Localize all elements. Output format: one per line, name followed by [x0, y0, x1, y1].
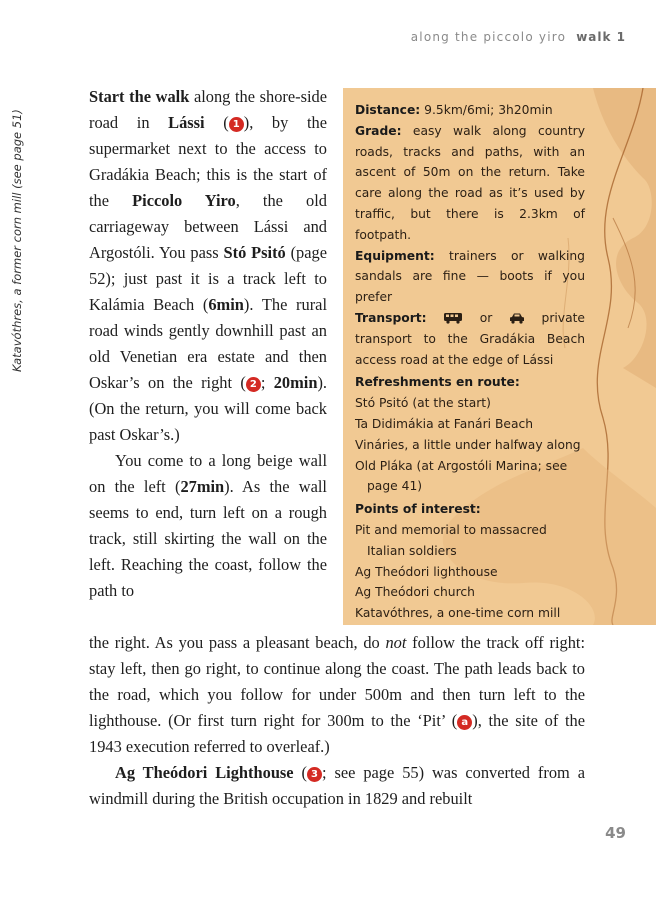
list-item: Stó Psitó (at the start)	[355, 396, 491, 411]
paragraph-lighthouse: Ag Theódori Lighthouse ( 3 ; see page 55) was converted from a windmill during the British occupation in 1829 and rebuilt	[89, 763, 585, 808]
walk-info-box	[343, 88, 656, 625]
paragraph-wall-continued: the right. As you pass a pleasant beach, do not follow the track off right: stay left, then go right, to continue along the coast. The path leads back to the road, which you follow for under 500m and then turn left to the lighthouse. (Or first turn right for 300m to the ‘Pit’ ( a ), the site of the 1943 execution referred to overleaf.)	[89, 633, 586, 756]
page-number: 49	[605, 824, 626, 842]
place-lassi: Lássi	[168, 113, 205, 132]
info-transport: Transport: or private transport to the Gradákia Beach access road at the edge of Lássi	[355, 310, 585, 367]
waypoint-marker-2: 2	[246, 377, 261, 392]
photo-caption: Katavóthres, a former corn mill (see page 51)	[10, 109, 24, 372]
list-item: Ag Theódori lighthouse	[355, 564, 498, 579]
place-piccolo-yiro: Piccolo Yiro	[132, 191, 236, 210]
grade-label: Grade:	[355, 123, 402, 138]
waypoint-marker-a: a	[457, 715, 472, 730]
start-heading: Start the walk	[89, 87, 190, 106]
paragraph-start: Start the walk along the shore-side road in Lássi ( 1 ), by the supermarket next to the access to Gradákia Beach; this is the start of the Piccolo Yiro, the old carriageway between Lássi and Argostóli. You pass Stó Psitó (page 52); just past it is a track left to Kalámia Beach (6min). The rural road winds gently downhill past an old Venetian era estate and then Oskar’s on the right ( 2 ; 20min). (On the return, you will come back past Oskar’s.)	[89, 87, 328, 444]
info-refreshments-heading: Refreshments en route:	[355, 375, 520, 390]
list-item: Ag Theódori church	[355, 585, 475, 600]
info-poi-heading: Points of interest:	[355, 502, 481, 517]
place-sto-psito: Stó Psitó	[223, 243, 286, 262]
transport-label: Transport:	[355, 310, 427, 325]
header-title: along the piccolo yiro	[410, 30, 567, 44]
time-6min: 6min	[208, 295, 244, 314]
equipment-label: Equipment:	[355, 248, 435, 263]
body-text-column	[89, 84, 327, 604]
waypoint-marker-1: 1	[229, 117, 244, 132]
body-text-full-width	[89, 630, 585, 812]
time-27min: 27min	[180, 477, 225, 496]
list-item: Old Pláka (at Argostóli Marina; see page 41)	[355, 458, 568, 494]
list-item	[355, 624, 585, 625]
time-20min: 20min	[273, 373, 318, 392]
bus-icon	[443, 312, 463, 324]
info-distance: Distance: 9.5km/6mi; 3h20min	[355, 103, 553, 117]
list-item: Katavóthres, a one-time corn mill	[355, 606, 561, 621]
emphasis-not: not	[385, 633, 407, 652]
paragraph-wall: You come to a long beige wall on the left (27min). As the wall seems to end, turn left on a rough track, still skirting the wall on the left. Reaching the coast, follow the path to	[89, 451, 327, 600]
list-item: Ta Didimákia at Fanári Beach	[355, 416, 534, 431]
refreshments-list	[355, 393, 585, 497]
taxi-icon	[509, 312, 525, 324]
list-item: Pit and memorial to massacred Italian soldiers	[355, 522, 547, 558]
info-equipment: Equipment: trainers or walking sandals are fine — boots if you prefer	[355, 248, 585, 305]
distance-label: Distance:	[355, 103, 421, 117]
waypoint-marker-3: 3	[307, 767, 322, 782]
header-walk-number: walk 1	[576, 30, 626, 44]
info-text	[355, 100, 585, 625]
place-lighthouse: Ag Theódori Lighthouse	[115, 763, 294, 782]
info-grade: Grade: easy walk along country roads, tracks and paths, with an ascent of 50m on the return. Take care along the road as it’s used by traffic, but there is 2.3km of footpath.	[355, 123, 585, 242]
list-item: Vináries, a little under halfway along	[355, 437, 581, 452]
poi-list	[355, 520, 585, 625]
running-header	[411, 30, 626, 44]
